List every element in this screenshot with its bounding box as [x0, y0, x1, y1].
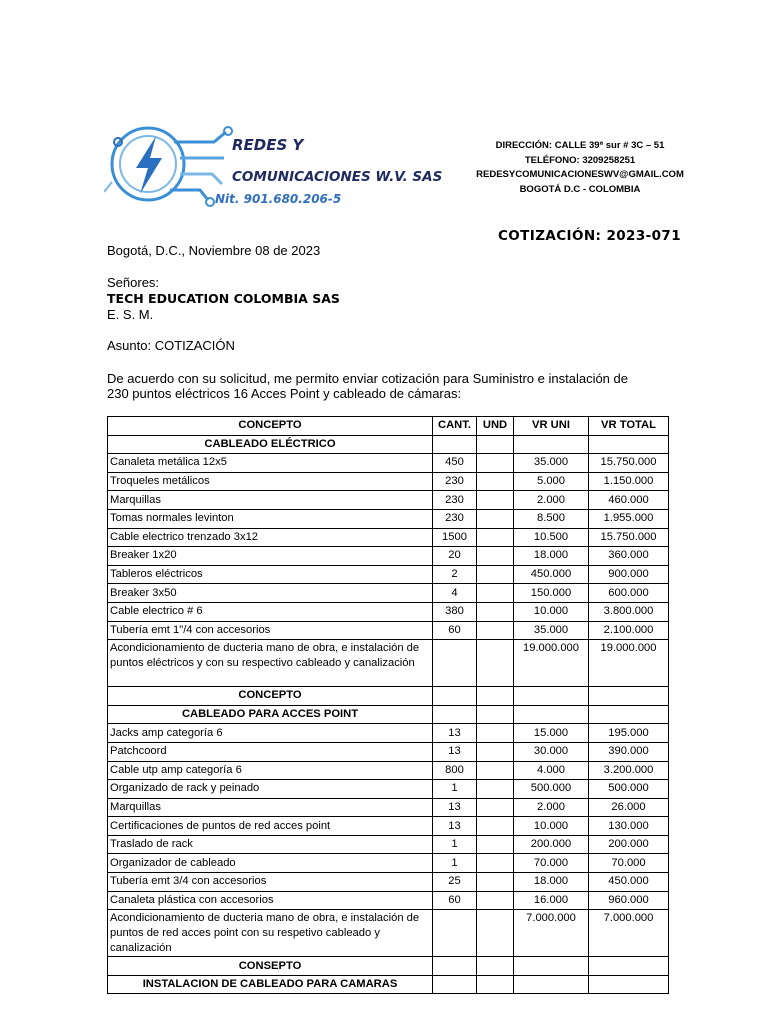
cell-concepto: Troqueles metálicos	[108, 472, 433, 491]
cell-concepto: CABLEADO ELÉCTRICO	[108, 435, 433, 454]
cell-vr-total: 70.000	[589, 854, 669, 873]
cell-und	[477, 435, 514, 454]
cell-vr-uni: 35.000	[514, 621, 589, 640]
table-header-row	[108, 417, 669, 436]
cell-vr-total: 2.100.000	[589, 621, 669, 640]
quote-number: COTIZACIÓN: 2023-071	[498, 228, 682, 244]
cell-und	[477, 873, 514, 892]
table-row	[108, 621, 669, 640]
table-row	[108, 817, 669, 836]
cell-concepto: Marquillas	[108, 798, 433, 817]
cell-vr-total	[589, 705, 669, 724]
cell-vr-total: 130.000	[589, 817, 669, 836]
cell-cant: 13	[433, 817, 477, 836]
cell-vr-total: 1.955.000	[589, 509, 669, 528]
cell-concepto: Acondicionamiento de ducteria mano de obra, e instalación de puntos de red acces point con su respetivo cableado y canalización	[108, 910, 433, 957]
cell-cant	[433, 975, 477, 994]
cell-concepto: Marquillas	[108, 491, 433, 510]
cell-und	[477, 854, 514, 873]
cell-concepto: INSTALACION DE CABLEADO PARA CAMARAS	[108, 975, 433, 994]
client-name: TECH EDUCATION COLOMBIA SAS	[107, 291, 340, 306]
cell-cant: 1	[433, 835, 477, 854]
table-row	[108, 547, 669, 566]
cell-cant: 230	[433, 472, 477, 491]
cell-cant: 4	[433, 584, 477, 603]
cell-und	[477, 547, 514, 566]
cell-concepto: CONCEPTO	[108, 687, 433, 706]
cell-und	[477, 584, 514, 603]
cell-vr-uni: 5.000	[514, 472, 589, 491]
cell-vr-uni: 10.000	[514, 817, 589, 836]
cell-cant: 13	[433, 798, 477, 817]
cell-vr-uni: 10.500	[514, 528, 589, 547]
cell-vr-uni: 15.000	[514, 724, 589, 743]
cell-concepto: Certificaciones de puntos de red acces point	[108, 817, 433, 836]
cell-cant: 380	[433, 602, 477, 621]
cell-concepto: Organizador de cableado	[108, 854, 433, 873]
cell-concepto: Tomas normales levinton	[108, 509, 433, 528]
cell-vr-total: 1.150.000	[589, 472, 669, 491]
cell-vr-total: 26.000	[589, 798, 669, 817]
cell-vr-uni: 16.000	[514, 891, 589, 910]
cell-cant: 13	[433, 724, 477, 743]
cell-und	[477, 621, 514, 640]
cell-cant: 13	[433, 742, 477, 761]
cell-und	[477, 509, 514, 528]
cell-vr-total: 600.000	[589, 584, 669, 603]
cell-vr-total: 3.800.000	[589, 602, 669, 621]
cell-vr-uni: 2.000	[514, 798, 589, 817]
cell-cant: 25	[433, 873, 477, 892]
contact-city: BOGOTÁ D.C - COLOMBIA	[519, 183, 641, 195]
cell-cant: 230	[433, 491, 477, 510]
cell-und	[477, 975, 514, 994]
logo-name-line1: REDES Y	[232, 136, 304, 154]
cell-concepto: Tableros eléctricos	[108, 565, 433, 584]
cell-vr-uni: 70.000	[514, 854, 589, 873]
cell-und	[477, 835, 514, 854]
cell-und	[477, 910, 514, 957]
cell-cant	[433, 705, 477, 724]
cell-und	[477, 742, 514, 761]
cell-vr-uni: 8.500	[514, 509, 589, 528]
cell-vr-uni: 10.000	[514, 602, 589, 621]
cell-und	[477, 565, 514, 584]
table-row	[108, 891, 669, 910]
cell-vr-total: 360.000	[589, 547, 669, 566]
cell-und	[477, 957, 514, 976]
cell-cant	[433, 910, 477, 957]
cell-concepto: Traslado de rack	[108, 835, 433, 854]
cell-und	[477, 891, 514, 910]
cell-concepto: CONSEPTO	[108, 957, 433, 976]
cell-und	[477, 780, 514, 799]
cell-und	[477, 454, 514, 473]
client-esm: E. S. M.	[107, 307, 154, 322]
cell-vr-total: 3.200.000	[589, 761, 669, 780]
cell-cant: 1	[433, 780, 477, 799]
cell-concepto: Canaleta metálica 12x5	[108, 454, 433, 473]
company-nit: Nit. 901.680.206-5	[215, 192, 342, 206]
contact-address: DIRECCIÓN: CALLE 39ª sur # 3C – 51	[495, 140, 665, 151]
cell-cant	[433, 687, 477, 706]
intro-line-2: 230 puntos eléctricos 16 Acces Point y cableado de cámaras:	[107, 386, 462, 401]
cell-vr-total: 7.000.000	[589, 910, 669, 957]
cell-vr-total: 15.750.000	[589, 528, 669, 547]
contact-email: REDESYCOMUNICACIONESWV@GMAIL.COM	[476, 169, 684, 180]
table-row	[108, 761, 669, 780]
cell-vr-total: 15.750.000	[589, 454, 669, 473]
cell-und	[477, 602, 514, 621]
table-row	[108, 854, 669, 873]
cell-concepto: Patchcoord	[108, 742, 433, 761]
table-row	[108, 584, 669, 603]
cell-und	[477, 724, 514, 743]
cell-vr-uni: 30.000	[514, 742, 589, 761]
cell-vr-uni: 18.000	[514, 873, 589, 892]
table-row	[108, 509, 669, 528]
cell-concepto: Cable electrico # 6	[108, 602, 433, 621]
table-section-row	[108, 975, 669, 994]
cell-concepto: Tubería emt 1"/4 con accesorios	[108, 621, 433, 640]
cell-vr-uni: 450.000	[514, 565, 589, 584]
contact-phone: TELÉFONO: 3209258251	[524, 154, 636, 166]
cell-cant: 20	[433, 547, 477, 566]
table-row	[108, 742, 669, 761]
table-row	[108, 798, 669, 817]
cell-vr-uni: 500.000	[514, 780, 589, 799]
cell-cant	[433, 957, 477, 976]
cell-concepto: Acondicionamiento de ducteria mano de obra, e instalación de puntos eléctricos y con su respectivo cableado y canalización	[108, 640, 433, 687]
table-section-row	[108, 957, 669, 976]
cell-und	[477, 491, 514, 510]
salutation: Señores:	[107, 275, 160, 290]
cell-cant: 2	[433, 565, 477, 584]
table-row	[108, 640, 669, 687]
cell-vr-uni	[514, 975, 589, 994]
cell-vr-total: 500.000	[589, 780, 669, 799]
cell-vr-uni	[514, 687, 589, 706]
cell-vr-uni	[514, 435, 589, 454]
cell-cant: 60	[433, 891, 477, 910]
cell-vr-total	[589, 957, 669, 976]
cell-und	[477, 528, 514, 547]
table-row	[108, 602, 669, 621]
cell-cant	[433, 640, 477, 687]
cell-vr-total: 195.000	[589, 724, 669, 743]
cell-cant: 230	[433, 509, 477, 528]
cell-cant: 800	[433, 761, 477, 780]
header-cant: CANT.	[433, 417, 477, 436]
table-row	[108, 873, 669, 892]
cell-concepto: Jacks amp categoría 6	[108, 724, 433, 743]
cell-und	[477, 761, 514, 780]
cell-concepto: Tubería emt 3/4 con accesorios	[108, 873, 433, 892]
table-section-row	[108, 435, 669, 454]
subject-line: Asunto: COTIZACIÓN	[107, 338, 235, 353]
cell-cant: 1500	[433, 528, 477, 547]
cell-cant: 1	[433, 854, 477, 873]
cell-vr-uni: 18.000	[514, 547, 589, 566]
header-und: UND	[477, 417, 514, 436]
cell-concepto: Breaker 3x50	[108, 584, 433, 603]
cell-vr-uni: 4.000	[514, 761, 589, 780]
header-concepto: CONCEPTO	[108, 417, 433, 436]
header-vr-uni: VR UNI	[514, 417, 589, 436]
quote-table	[107, 416, 669, 994]
intro-line-1: De acuerdo con su solicitud, me permito enviar cotización para Suministro e instalación de	[107, 371, 628, 386]
cell-und	[477, 798, 514, 817]
company-logo	[104, 122, 443, 212]
table-row	[108, 724, 669, 743]
cell-concepto: CABLEADO PARA ACCES POINT	[108, 705, 433, 724]
cell-vr-total: 960.000	[589, 891, 669, 910]
table-row	[108, 528, 669, 547]
cell-und	[477, 640, 514, 687]
cell-vr-total: 19.000.000	[589, 640, 669, 687]
cell-und	[477, 472, 514, 491]
cell-concepto: Cable electrico trenzado 3x12	[108, 528, 433, 547]
cell-vr-uni	[514, 957, 589, 976]
table-section-row	[108, 687, 669, 706]
cell-concepto: Cable utp amp categoría 6	[108, 761, 433, 780]
cell-vr-uni: 19.000.000	[514, 640, 589, 687]
cell-vr-uni	[514, 705, 589, 724]
cell-cant	[433, 435, 477, 454]
table-row	[108, 454, 669, 473]
table-row	[108, 835, 669, 854]
cell-cant: 60	[433, 621, 477, 640]
cell-cant: 450	[433, 454, 477, 473]
cell-concepto: Organizado de rack y peinado	[108, 780, 433, 799]
table-row	[108, 780, 669, 799]
cell-vr-total	[589, 435, 669, 454]
cell-vr-uni: 35.000	[514, 454, 589, 473]
cell-und	[477, 705, 514, 724]
cell-vr-total: 200.000	[589, 835, 669, 854]
cell-concepto: Breaker 1x20	[108, 547, 433, 566]
table-row	[108, 910, 669, 957]
cell-vr-uni: 2.000	[514, 491, 589, 510]
cell-vr-uni: 200.000	[514, 835, 589, 854]
logo-name-line2: COMUNICACIONES W.V. SAS	[232, 169, 443, 185]
cell-vr-total: 900.000	[589, 565, 669, 584]
cell-vr-uni: 7.000.000	[514, 910, 589, 957]
cell-vr-uni: 150.000	[514, 584, 589, 603]
table-row	[108, 472, 669, 491]
cell-vr-total: 390.000	[589, 742, 669, 761]
table-row	[108, 565, 669, 584]
cell-concepto: Canaleta plástica con accesorios	[108, 891, 433, 910]
cell-vr-total	[589, 687, 669, 706]
header-vr-total: VR TOTAL	[589, 417, 669, 436]
cell-vr-total: 450.000	[589, 873, 669, 892]
table-section-row	[108, 705, 669, 724]
table-row	[108, 491, 669, 510]
cell-vr-total	[589, 975, 669, 994]
date-line: Bogotá, D.C., Noviembre 08 de 2023	[107, 243, 321, 258]
cell-und	[477, 687, 514, 706]
cell-und	[477, 817, 514, 836]
cell-vr-total: 460.000	[589, 491, 669, 510]
contact-block	[470, 139, 690, 197]
